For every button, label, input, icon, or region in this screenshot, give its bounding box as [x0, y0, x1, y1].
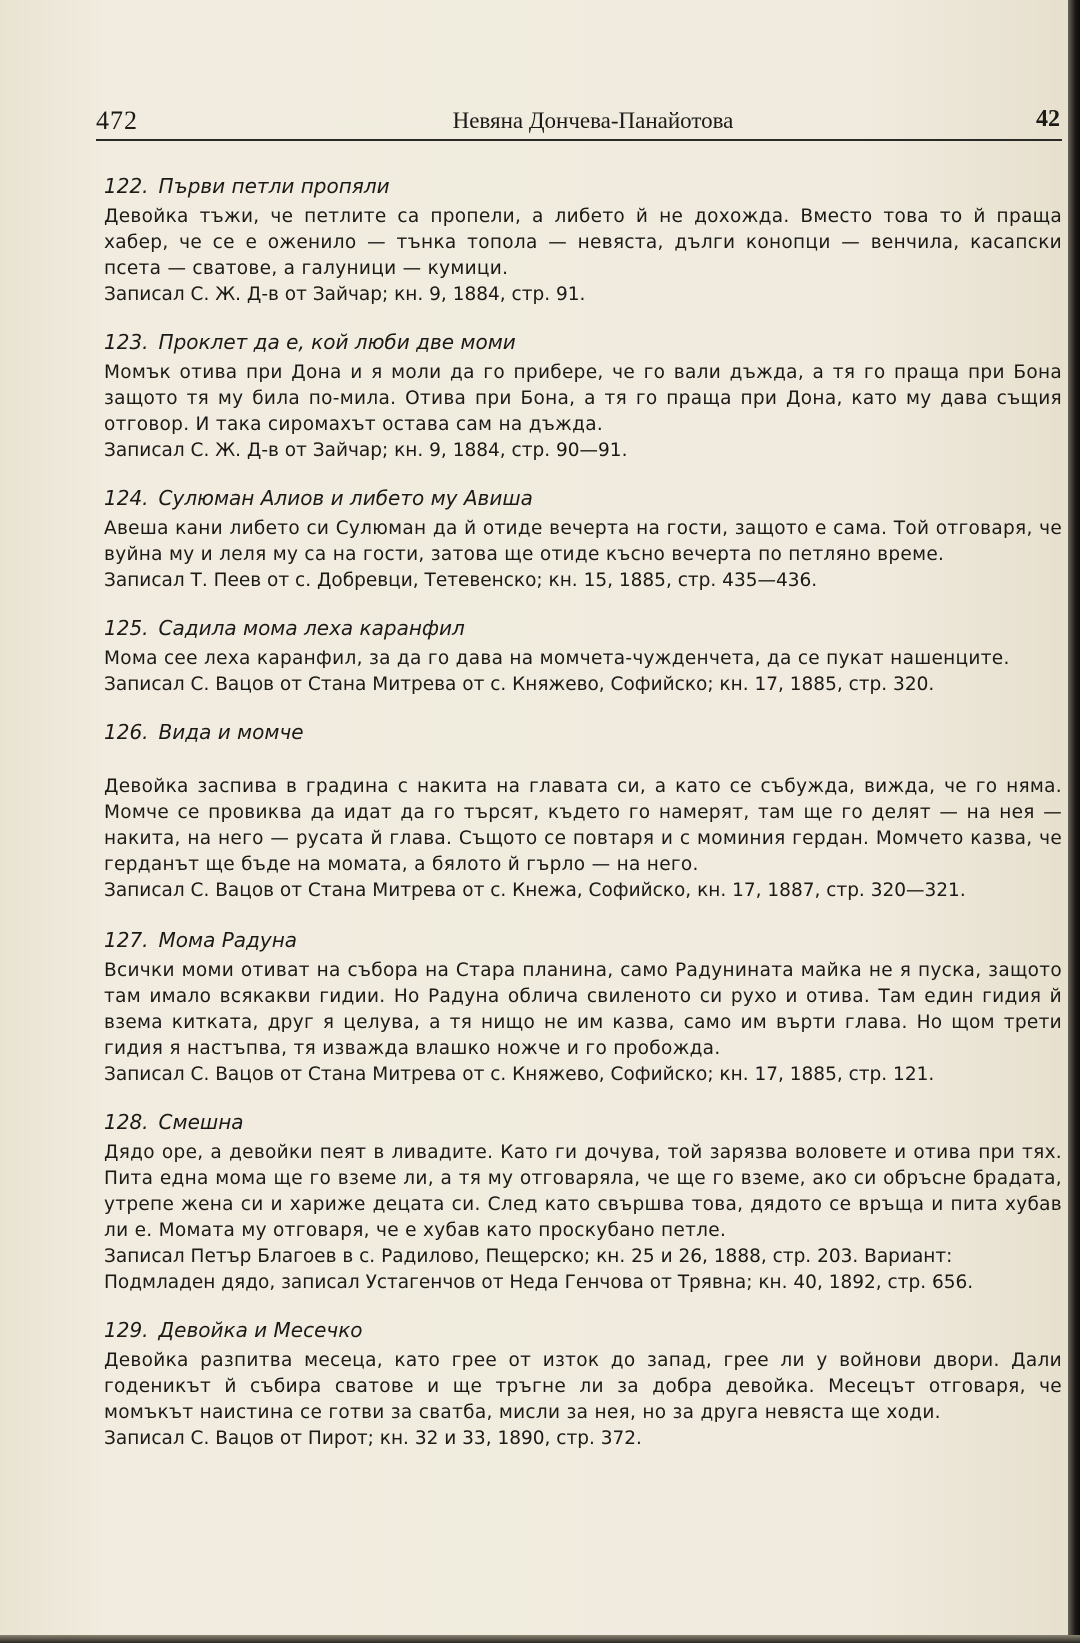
entry-number: 125.: [104, 616, 149, 640]
entry-number: 129.: [104, 1318, 149, 1342]
entry-128: [104, 1108, 1062, 1296]
page-number: 472: [96, 106, 138, 135]
header-rule: [96, 139, 1062, 141]
running-head-author: Невяна Дончева-Панайотова: [452, 108, 734, 133]
entry-source: Записал С. Вацов от Стана Митрева от с. Кнежа, Софийско, кн. 17, 1887, стр. 320—321.: [104, 880, 966, 901]
entry-title: [104, 484, 1062, 512]
entry-title: [104, 172, 1062, 200]
entry-source: Записал С. Вацов от Стана Митрева от с. Княжево, Софийско; кн. 17, 1885, стр. 121.: [104, 1064, 935, 1085]
entry-125: [104, 614, 1062, 698]
entry-title: [104, 1316, 1062, 1344]
entry-title: [104, 614, 1062, 642]
entry-source: Записал С. Вацов от Стана Митрева от с. Княжево, Софийско; кн. 17, 1885, стр. 320.: [104, 674, 935, 695]
entry-summary: Момък отива при Дона и я моли да го прибере, че го вали дъжда, а тя го праща при Бона защото тя му била по-мила. Отива при Бона, а тя го праща при Дона, като му дава същия отговор. И така сиромахът остава сам на дъжда.: [104, 362, 1062, 435]
entry-title-text: Садила мома леха каранфил: [158, 616, 465, 640]
entry-source: Записал Т. Пеев от с. Добревци, Тетевенско; кн. 15, 1885, стр. 435—436.: [104, 570, 818, 591]
entry-title-text: Първи петли пропяли: [158, 174, 390, 198]
entry-number: 123.: [104, 330, 149, 354]
entry-summary: Мома сее леха каранфил, за да го дава на момчета-чужденчета, да се пукат нашенците.: [104, 648, 1010, 669]
entry-123: [104, 328, 1062, 464]
entry-number: 126.: [104, 720, 149, 744]
entry-summary: Девойка разпитва месеца, като грее от изток до запад, грее ли у войнови двори. Дали годеникът й събира сватове и ще тръгне ли за добра девойка. Месецът отговаря, че момъкът наистина се готви за сватба, мисли за нея, но за друга невяста ще ходи.: [104, 1350, 1062, 1423]
entry-number: 122.: [104, 174, 149, 198]
entry-title: [104, 926, 1062, 954]
entry-title-text: Смешна: [158, 1110, 244, 1134]
entry-summary: Авеша кани либето си Сулюман да й отиде вечерта на гости, защото е сама. Той отговаря, че вуйна му и леля му са на гости, затова ще отиде късно вечерта по петляно време.: [104, 518, 1062, 565]
entry-number: 124.: [104, 486, 149, 510]
entry-122: [104, 172, 1062, 308]
entry-title-text: Девойка и Месечко: [158, 1318, 363, 1342]
entry-source: Записал С. Вацов от Пирот; кн. 32 и 33, 1890, стр. 372.: [104, 1428, 642, 1449]
entry-source: Записал Петър Благоев в с. Радилово, Пещерско; кн. 25 и 26, 1888, стр. 203. Вариант: Подмладен дядо, записал Устагенчов от Неда Генчова от Трявна; кн. 40, 1892, стр. 656.: [104, 1246, 974, 1293]
entry-summary: Дядо оре, а девойки пеят в ливадите. Като ги дочува, той зарязва воловете и отива при тях. Пита една мома ще го вземе ли, а тя му отговаряла, че ще го вземе, ако си обръсне брадата, утрепе жена си и харижe децата си. След като свършва това, дядото се връща и пита хубав ли е. Момата му отговаря, че е хубав като проскубано петле.: [104, 1142, 1062, 1241]
entry-number: 128.: [104, 1110, 149, 1134]
entry-124: [104, 484, 1062, 594]
entry-title-text: Вида и момче: [158, 720, 304, 744]
page-number-cut: 42: [1036, 106, 1060, 132]
entry-title-text: Проклет да е, кой люби две моми: [158, 330, 516, 354]
entry-source: Записал С. Ж. Д-в от Зайчар; кн. 9, 1884, стр. 90—91.: [104, 440, 628, 461]
entry-summary: Девойка тъжи, че петлите са пропели, а либето й не дохожда. Вместо това то й праща хабер, че се е оженило — тънка топола — невяста, дълги конопци — венчила, касапски псета — сватове, а галуници — кумици.: [104, 206, 1062, 279]
entry-title: [104, 328, 1062, 356]
entries-list: [104, 172, 1062, 1452]
entry-title: [104, 1108, 1062, 1136]
entry-title: [104, 718, 1062, 746]
entry-summary: Девойка заспива в градина с накита на главата си, а като се събужда, вижда, че го няма. Момче се провиква да идат да го търсят, където го намерят, там ще го делят — на нея — накита, на него — русата й глава. Същото се повтаря и с моминия гердан. Момчето казва, че герданът ще бъде на момата, а бялото й гърло — на него.: [104, 776, 1062, 875]
entry-129: [104, 1316, 1062, 1452]
entry-number: 127.: [104, 928, 149, 952]
entry-title-text: Мома Радуна: [158, 928, 298, 952]
entry-title-text: Сулюман Алиов и либето му Авиша: [158, 486, 533, 510]
entry-127: [104, 926, 1062, 1088]
entry-126: [104, 718, 1062, 904]
entry-summary: Всички моми отиват на събора на Стара планина, само Радунината майка не я пуска, защото там имало всякакви гидии. Но Радуна облича свиленото си рухо и отива. Там един гидия й взема китката, друг я целува, а тя нищо не им казва, само им върти глава. Но щом трети гидия я настъпва, тя изважда влашко ножче и го пробожда.: [104, 960, 1062, 1059]
entry-source: Записал С. Ж. Д-в от Зайчар; кн. 9, 1884, стр. 91.: [104, 284, 586, 305]
page-bottom-edge: [0, 1635, 1080, 1643]
page-binding-edge: [1068, 0, 1080, 1643]
